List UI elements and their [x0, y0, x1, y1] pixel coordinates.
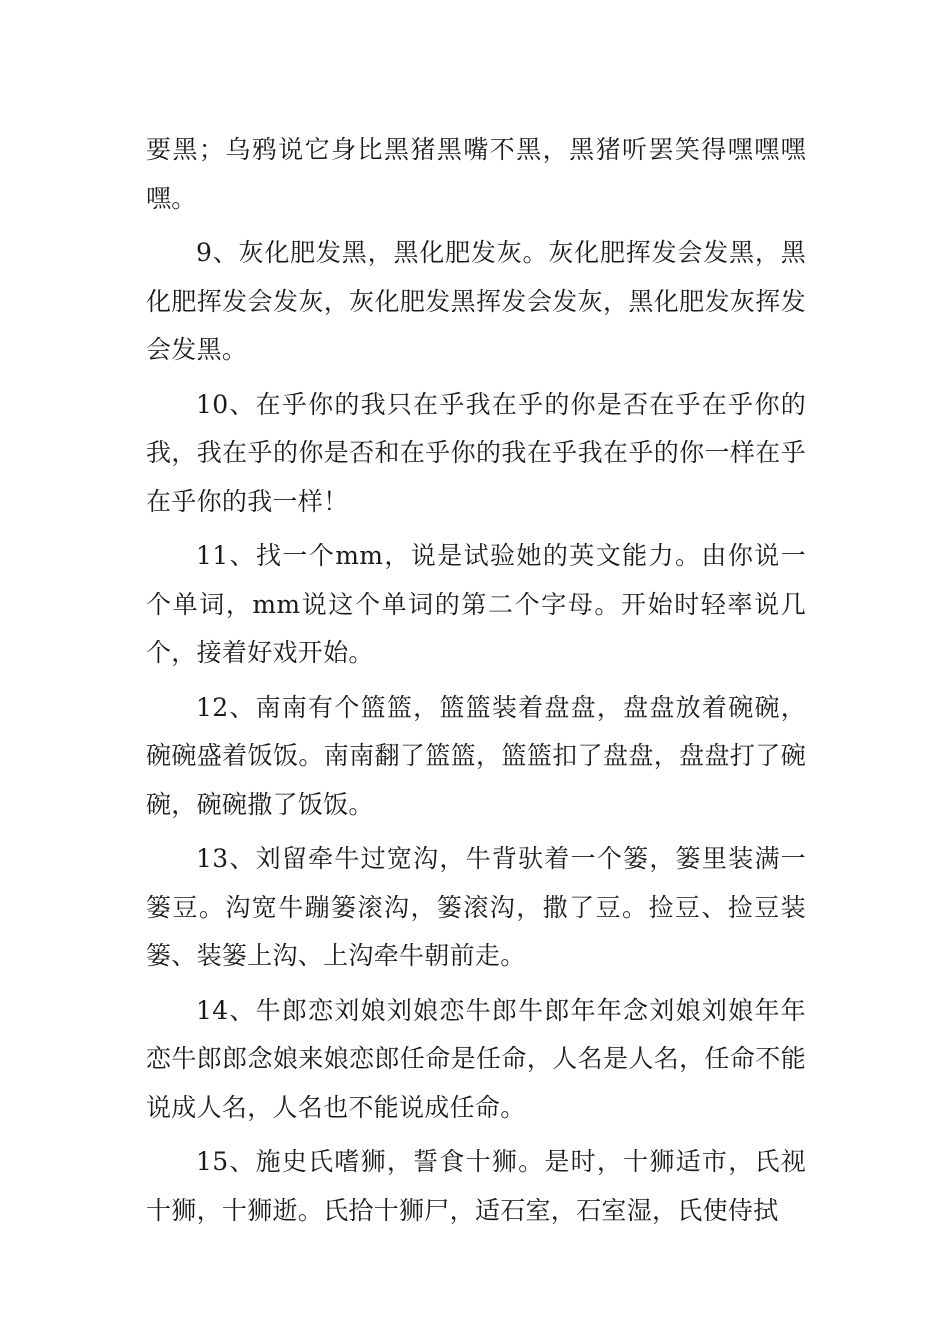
paragraph-continuation: 要黑；乌鸦说它身比黑猪黑嘴不黑，黑猪听罢笑得嘿嘿嘿嘿。 — [146, 135, 806, 213]
paragraph-item-11: 11、找一个mm，说是试验她的英文能力。由你说一个单词，mm说这个单词的第二个字母。开始时轻率说几个，接着好戏开始。 — [146, 541, 806, 667]
paragraph-item-14: 14、牛郎恋刘娘刘娘恋牛郎牛郎年年念刘娘刘娘年年恋牛郎郎念娘来娘恋郎任命是任命，人名是人名，任命不能说成人名，人名也不能说成任命。 — [146, 995, 806, 1122]
paragraph-item-9: 9、灰化肥发黑，黑化肥发灰。灰化肥挥发会发黑，黑化肥挥发会发灰，灰化肥发黑挥发会发灰，黑化肥发灰挥发会发黑。 — [146, 238, 806, 364]
paragraph-item-12: 12、南南有个篮篮，篮篮装着盘盘，盘盘放着碗碗，碗碗盛着饭饭。南南翻了篮篮，篮篮扣了盘盘，盘盘打了碗碗，碗碗撒了饭饭。 — [146, 692, 806, 819]
document-body — [146, 126, 806, 1241]
paragraph-item-15: 15、施史氏嗜狮，誓食十狮。是时，十狮适市，氏视十狮，十狮逝。氏拾十狮尸，适石室，石室湿，氏使侍拭 — [146, 1147, 806, 1225]
paragraph-item-13: 13、刘留牵牛过宽沟，牛背驮着一个篓，篓里装满一篓豆。沟宽牛蹦篓滚沟，篓滚沟，撒了豆。捡豆、捡豆装篓、装篓上沟、上沟牵牛朝前走。 — [146, 844, 806, 970]
paragraph-item-10: 10、在乎你的我只在乎我在乎的你是否在乎在乎你的我，我在乎的你是否和在乎你的我在乎我在乎的你一样在乎在乎你的我一样！ — [146, 389, 806, 516]
